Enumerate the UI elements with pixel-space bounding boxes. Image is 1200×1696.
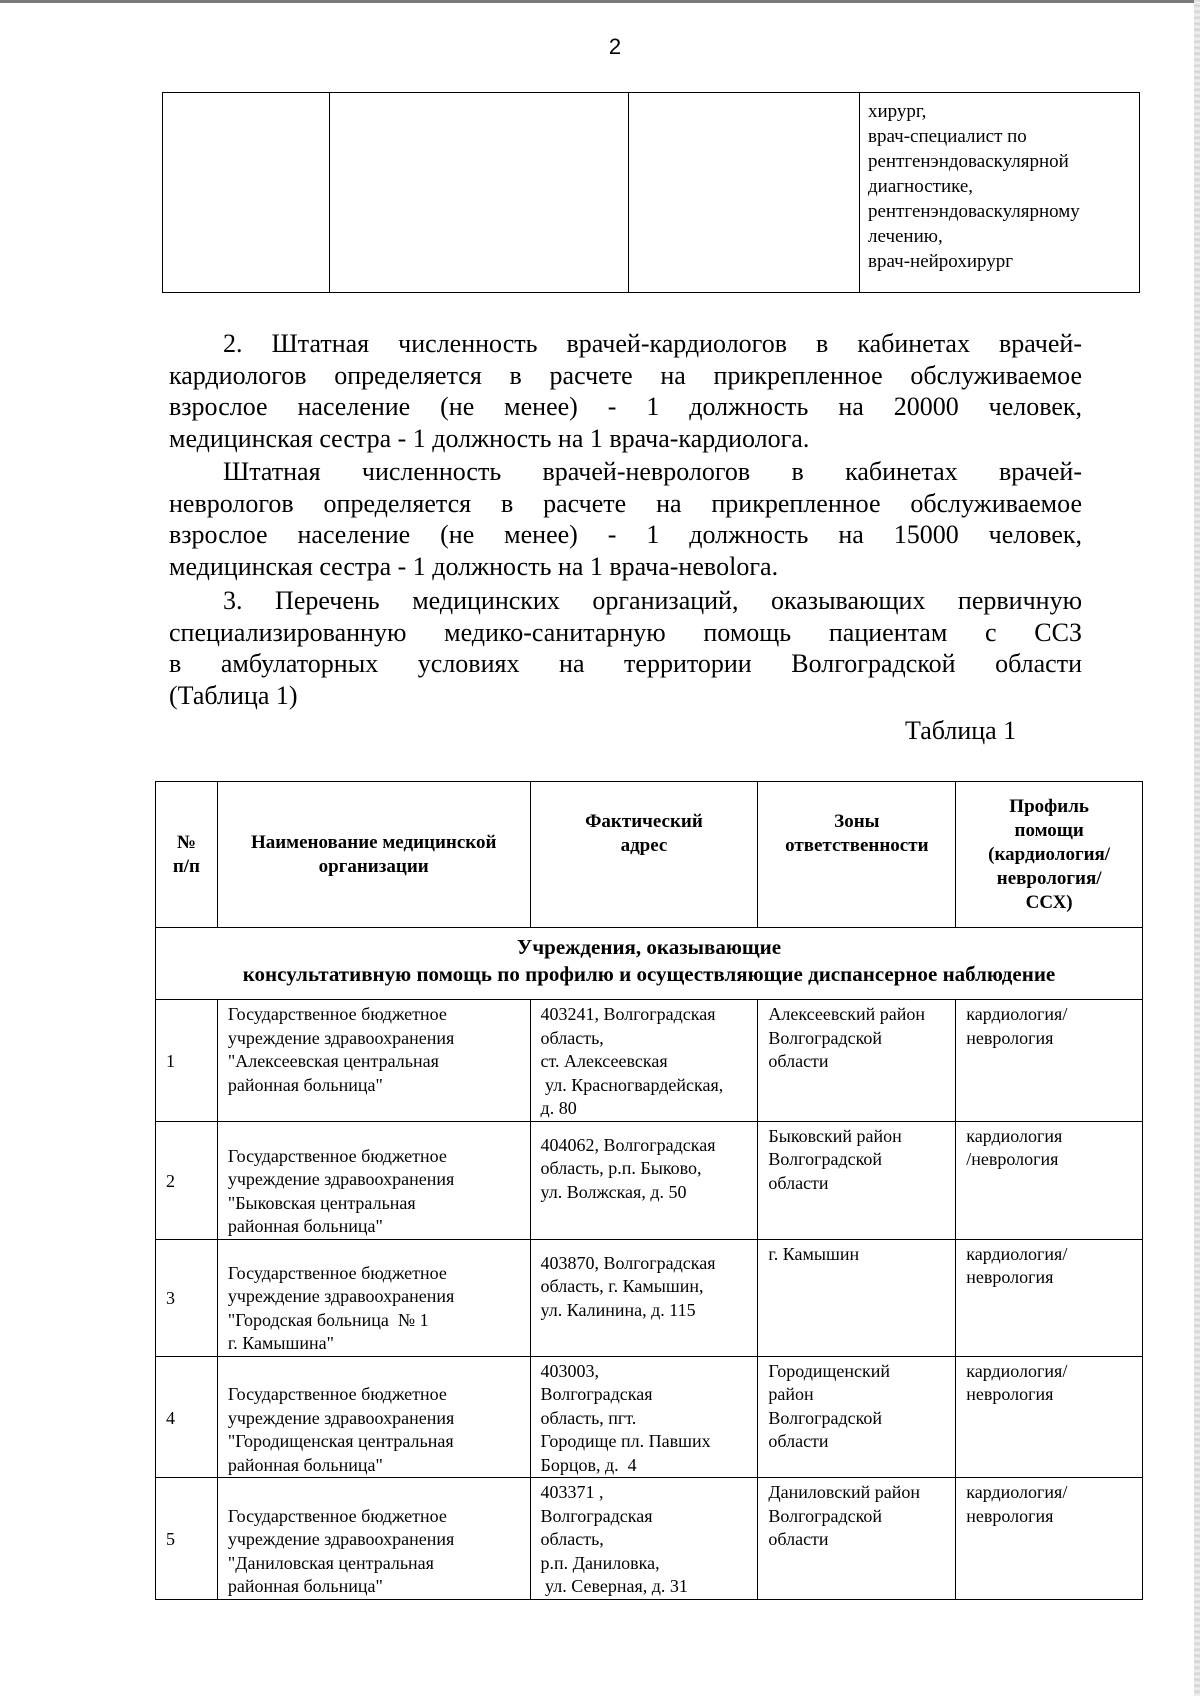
cell-line: г. Камышина" [227,1333,334,1353]
cell-line: кардиология/ [966,1243,1068,1264]
page-number: 2 [608,34,622,59]
header-text: организации [318,855,429,877]
table-row [156,1000,1143,1122]
row-org-name [217,1356,530,1478]
organizations-table [155,781,1143,1600]
section-title [156,928,1143,1000]
cell-line: Волгоградская [540,1505,653,1526]
cell-line: Городищенский [768,1360,890,1381]
row-zone [758,1478,956,1600]
cell-line: 403870, Волгоградская [540,1252,716,1273]
cell-line: Государственное бюджетное [227,1004,447,1024]
header-address [530,782,758,928]
cell-line: Быковский район [768,1125,902,1146]
row-zone [758,1239,956,1356]
specialist-line: хирург, [868,101,927,122]
row-org-name [217,1000,530,1122]
specialist-line: лечению, [868,226,943,247]
specialist-line: диагностике, [868,176,974,197]
cell-line: учреждение здравоохранения [227,1169,455,1189]
cell-line: "Быковская центральная [227,1192,416,1213]
table-row [156,1121,1143,1239]
header-num [156,782,218,928]
row-profile [956,1239,1143,1356]
cell-line: ул. Волжская, д. 50 [540,1181,687,1202]
row-profile [956,1000,1143,1122]
table-row [163,93,1140,293]
row-num: 5 [156,1478,218,1600]
header-name [217,782,530,928]
cell-line: области [768,1529,829,1549]
cell-line: г. Камышин [768,1243,860,1264]
cell-line: "Алексеевская центральная [227,1051,439,1071]
row-org-name [217,1121,530,1239]
header-text: помощи [1014,819,1084,841]
cell-line: Государственное бюджетное [227,1505,447,1526]
row-num: 4 [156,1356,218,1478]
cell-line: кардиология/ [966,1004,1068,1024]
cell-line: Городище пл. Павших [540,1431,711,1451]
row-profile [956,1356,1143,1478]
row-address [530,1000,758,1122]
row-profile [956,1121,1143,1239]
row-num: 1 [156,1000,218,1122]
cell-line: области [768,1172,829,1193]
cell-line: Государственное бюджетное [227,1145,447,1166]
paragraph-neurologists [169,456,1082,582]
cell-line: область, р.п. Быково, [540,1158,702,1178]
cell-line: кардиология/ [966,1482,1068,1502]
cell-line: область, [540,1529,604,1549]
cell-line: кардиология [966,1125,1063,1146]
row-zone [758,1356,956,1478]
cell-line: Волгоградской [768,1407,883,1428]
cell-line: /неврология [966,1149,1059,1169]
cell-line: Борцов, д. 4 [540,1454,637,1475]
cell-line: ул. Красногвардейская, [540,1074,724,1095]
text-line: кардиологов определяется в расчете на прикрепленное обслуживаемое [169,360,1082,390]
table-header-row [156,782,1143,928]
cell-line: районная больница" [227,1074,383,1095]
cell-line: область, г. Камышин, [540,1276,704,1296]
cell-line: учреждение здравоохранения [227,1529,455,1549]
row-address [530,1478,758,1600]
cell-line: ул. Северная, д. 31 [540,1576,688,1596]
header-text: Наименование медицинской [250,831,497,853]
header-text: Профиль [1009,795,1089,817]
cell-line: районная больница" [227,1216,383,1236]
cell-line: область, [540,1027,604,1048]
cell-line: Алексеевский район [768,1004,925,1024]
section-title-line: консультативную помощь по профилю и осуществляющие диспансерное наблюдение [242,962,1056,986]
text-line: специализированную медико-санитарную помощь пациентам с ССЗ [169,617,1082,647]
empty-cell [330,93,629,293]
row-address [530,1239,758,1356]
header-text: Фактический [585,811,703,832]
specialist-line: врач-нейрохирург [868,251,1014,272]
row-zone [758,1121,956,1239]
text-line: 2. Штатная численность врачей-кардиологов в кабинетах врачей- [223,329,1082,358]
cell-line: 403241, Волгоградская [540,1004,716,1024]
cell-line: учреждение здравоохранения [227,1407,455,1428]
empty-cell [629,93,860,293]
row-zone [758,1000,956,1122]
header-profile [956,782,1143,928]
cell-line: Государственное бюджетное [227,1262,447,1283]
row-profile [956,1478,1143,1600]
table-row [156,1239,1143,1356]
row-org-name [217,1478,530,1600]
specialist-line: рентгенэндоваскулярному [868,201,1080,222]
cell-line: кардиология/ [966,1360,1068,1381]
cell-line: неврология [966,1027,1054,1048]
section-row [156,928,1143,1000]
text-line: взрослое население (не менее) - 1 должность на 20000 человек, [169,392,1082,421]
cell-line: 403003, [540,1360,600,1381]
cell-line: районная больница" [227,1454,383,1475]
cell-line: "Даниловская центральная [227,1552,434,1573]
row-address [530,1356,758,1478]
scan-edge [1194,0,1200,1696]
section-title-line: Учреждения, оказывающие [516,935,782,959]
row-address [530,1121,758,1239]
cell-line: учреждение здравоохранения [227,1027,455,1048]
cell-line: р.п. Даниловка, [540,1552,660,1573]
specialist-line: врач-специалист по [868,126,1027,147]
header-text: адрес [620,835,668,856]
text-line: в амбулаторных условиях на территории Волгоградской области [169,649,1082,678]
cell-line: область, пгт. [540,1407,637,1428]
specialist-line: рентгенэндоваскулярной [868,151,1069,172]
text-line: взрослое население (не менее) - 1 должность на 15000 человек, [169,520,1082,549]
cell-line: ул. Калинина, д. 115 [540,1299,696,1320]
cell-line: неврология [966,1267,1054,1287]
text-line: медицинская сестра - 1 должность на 1 врача-кардиолога. [169,423,810,453]
table-row [156,1478,1143,1600]
header-text: № [176,831,196,853]
top-border [0,0,1200,3]
cell-line: 404062, Волгоградская [540,1134,716,1155]
cell-line: неврология [966,1384,1054,1404]
text-line: (Таблица 1) [169,680,298,710]
text-line: медицинская сестра - 1 должность на 1 врача-невolога. [169,551,779,581]
row-num: 2 [156,1121,218,1239]
text-line: 3. Перечень медицинских организаций, оказывающих первичную [223,586,1082,615]
header-text: ответственности [785,835,929,856]
header-zones [758,782,956,928]
text-line: Штатная численность врачей-неврологов в кабинетах врачей- [223,457,1082,486]
header-text: неврология/ [996,867,1102,889]
cell-line: Волгоградская [540,1384,653,1404]
table-caption: Таблица 1 [905,716,1017,745]
cell-line: Государственное бюджетное [227,1384,447,1404]
empty-cell [163,93,330,293]
cell-line: учреждение здравоохранения [227,1286,455,1306]
cell-line: области [768,1051,829,1071]
paragraph-organizations-list [169,585,1082,711]
paragraph-cardiologists [169,328,1082,454]
table-row [156,1356,1143,1478]
cell-line: "Городская больница № 1 [227,1309,429,1330]
cell-line: области [768,1431,829,1451]
cell-line: Волгоградской [768,1027,883,1048]
cell-line: Даниловский район [768,1482,921,1502]
cell-line: районная больница" [227,1576,383,1596]
row-num: 3 [156,1239,218,1356]
cell-line: Волгоградской [768,1149,883,1169]
cell-line: д. 80 [540,1098,577,1118]
text-line: неврологов определяется в расчете на прикрепленное обслуживаемое [169,488,1082,518]
header-text: (кардиология/ [988,843,1111,865]
cell-line: район [768,1384,814,1404]
cell-line: "Городищенская центральная [227,1431,454,1451]
cell-line: ст. Алексеевская [540,1051,668,1071]
header-text: п/п [172,855,201,877]
cell-line: неврология [966,1505,1054,1526]
cell-line: 403371 , [540,1482,604,1502]
continuation-table [162,92,1140,293]
row-org-name [217,1239,530,1356]
cell-line: Волгоградской [768,1505,883,1526]
specialists-cell [860,93,1140,293]
header-text: ССХ) [1025,891,1073,913]
header-text: Зоны [834,811,880,832]
